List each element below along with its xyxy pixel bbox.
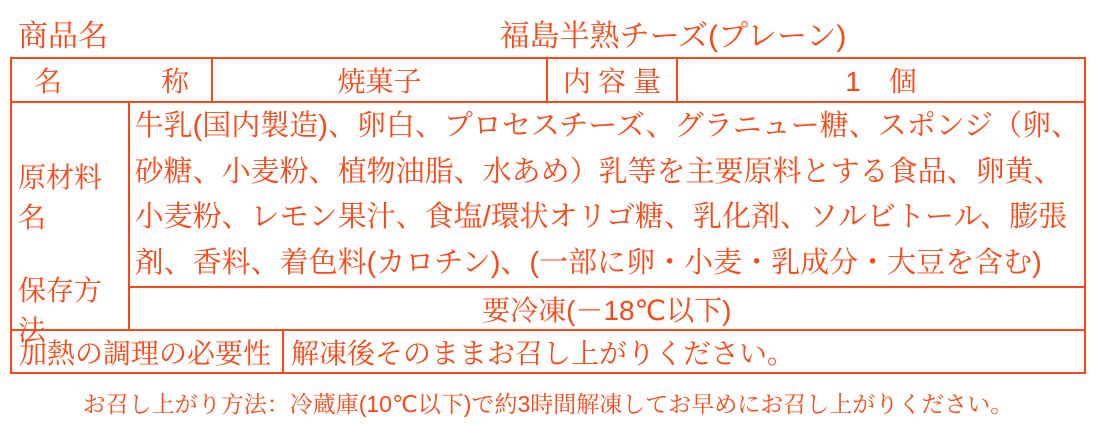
quantity-label-cell: 内容量 (548, 59, 678, 101)
name-quantity-row (12, 59, 1084, 103)
ingredients-value-cell (130, 103, 1084, 288)
storage-value-cell: 要冷凍(－18℃以下) (482, 294, 732, 326)
quantity-value-cell: 1 個 (845, 66, 917, 97)
ingredients-line-4: 剤、香料、着色料(カロチン)、(一部に卵・小麦・乳成分・大豆を含む) (134, 246, 1042, 279)
label-column (12, 103, 130, 346)
heating-label-cell: 加熱の調理の必要性 (12, 331, 284, 372)
value-column (130, 103, 1084, 329)
storage-label-cell: 保存方法 (18, 274, 103, 346)
product-name-label: 商品名 (18, 19, 108, 53)
serving-instructions-note: お召し上がり方法：冷蔵庫(10℃以下)で約3時間解凍してお早めにお召し上がりください。 (82, 391, 1014, 417)
ingredients-line-3: 小麦粉、レモン果汁、食塩/環状オリゴ糖、乳化剤、ソルビトール、膨張 (134, 201, 1068, 233)
ingredients-line-2: 砂糖、小麦粉、植物油脂、水あめ）乳等を主要原料とする食品、卵黄、 (134, 155, 1063, 188)
ingredients-line-1: 牛乳(国内製造)、卵白、プロセスチーズ、グラニュー糖、スポンジ（卵、 (134, 110, 1080, 142)
name-label-last-char: 称 (160, 66, 189, 97)
name-label-first-char: 名 (34, 66, 63, 97)
product-header-row (0, 0, 1096, 57)
nutrition-info-table (10, 57, 1086, 374)
heating-value-cell: 解凍後そのままお召し上がりください。 (291, 337, 796, 369)
ingredients-label-cell: 原材料名 (18, 161, 103, 233)
heating-row (12, 329, 1084, 372)
product-name-value: 福島半熟チーズ(プレーン) (499, 19, 847, 53)
ingredients-storage-group (12, 103, 1084, 346)
name-label-cell (12, 59, 213, 101)
name-value-cell: 焼菓子 (213, 59, 548, 101)
